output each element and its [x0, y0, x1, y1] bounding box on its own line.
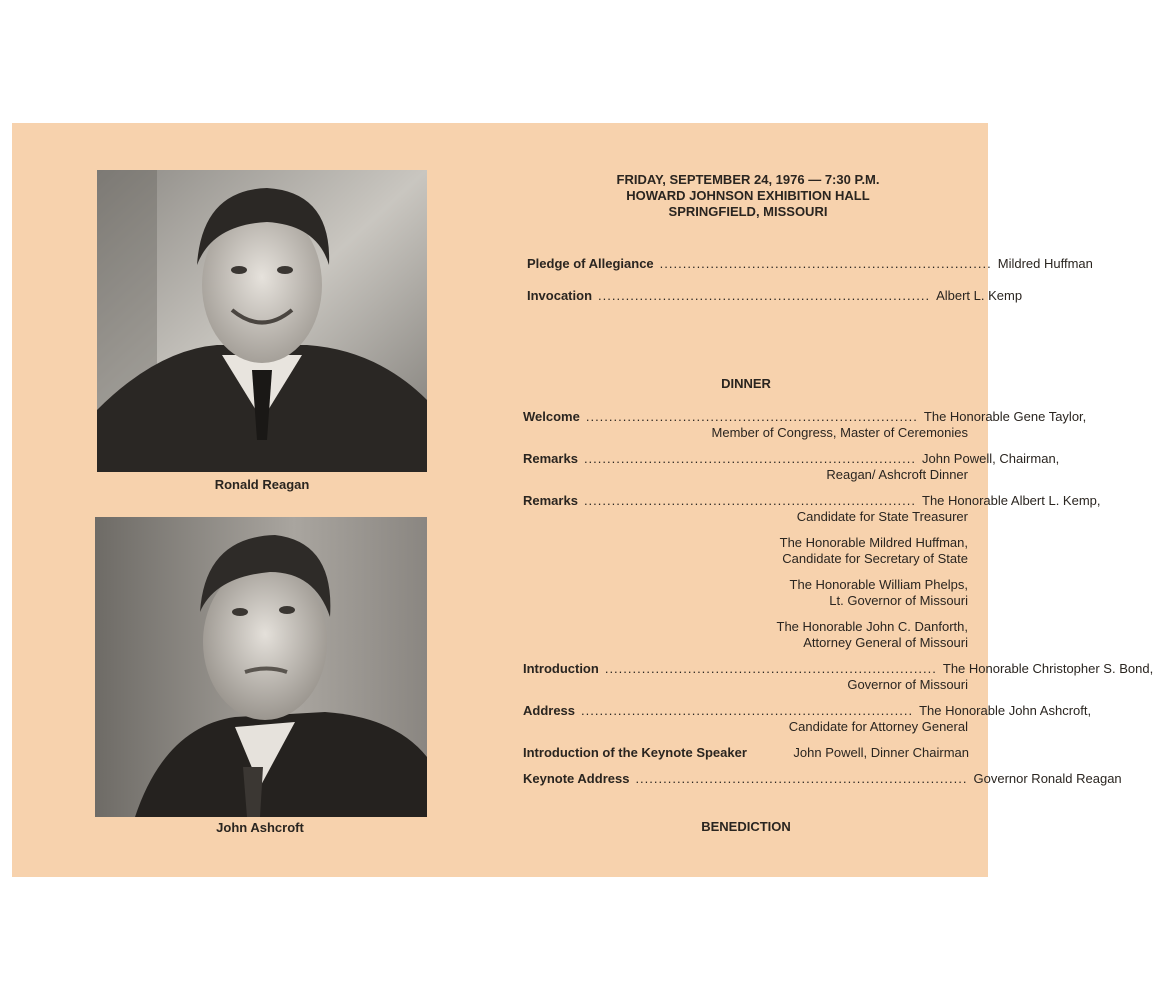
section-title-benediction: BENEDICTION	[701, 819, 791, 834]
item-value: Albert L. Kemp	[936, 288, 1023, 303]
item-label: Introduction of the Keynote Speaker	[523, 745, 747, 760]
dot-leader: ........................................................................	[583, 451, 916, 466]
program-item-keynote-intro	[523, 745, 969, 761]
dot-leader: ........................................................................	[585, 409, 918, 424]
item-value: Mildred Huffman	[997, 256, 1093, 271]
program-item	[527, 256, 1093, 272]
speaker-title: Candidate for Secretary of State	[782, 551, 968, 566]
speaker-name: The Honorable William Phelps,	[789, 577, 968, 592]
program-item	[527, 288, 1023, 304]
item-value: The Honorable Christopher S. Bond,	[942, 661, 1153, 676]
item-label: Pledge of Allegiance	[527, 256, 654, 271]
item-value: The Honorable Gene Taylor,	[923, 409, 1087, 424]
item-value: The Honorable John Ashcroft,	[919, 703, 1092, 718]
program-item-welcome	[523, 409, 1087, 425]
item-subline: Reagan/ Ashcroft Dinner	[826, 467, 968, 482]
item-value: John Powell, Chairman,	[922, 451, 1060, 466]
item-value: John Powell, Dinner Chairman	[793, 745, 969, 760]
portrait-image	[97, 170, 427, 472]
speaker-name: The Honorable Mildred Huffman,	[779, 535, 968, 550]
event-date: FRIDAY, SEPTEMBER 24, 1976 — 7:30 P.M.	[616, 172, 880, 187]
event-venue: HOWARD JOHNSON EXHIBITION HALL	[626, 188, 870, 203]
item-label: Remarks	[523, 493, 578, 508]
photo2-caption: John Ashcroft	[216, 820, 304, 835]
portrait-image	[95, 517, 427, 817]
item-subline: Member of Congress, Master of Ceremonies	[711, 425, 968, 440]
program-item-address	[523, 703, 1092, 719]
section-title-dinner: DINNER	[721, 376, 771, 391]
dot-leader: ........................................................................	[604, 661, 937, 676]
event-location: SPRINGFIELD, MISSOURI	[668, 204, 828, 219]
item-label: Introduction	[523, 661, 599, 676]
program-item-remarks	[523, 493, 1101, 509]
item-label: Invocation	[527, 288, 593, 303]
program-item-remarks	[523, 451, 1060, 467]
item-label: Keynote Address	[523, 771, 630, 786]
photo1-caption: Ronald Reagan	[214, 477, 310, 492]
program-item-keynote	[523, 771, 1122, 787]
speaker-title: Attorney General of Missouri	[803, 635, 968, 650]
dot-leader: ........................................................................	[581, 703, 914, 718]
speaker-name: The Honorable John C. Danforth,	[776, 619, 968, 634]
item-subline: Governor of Missouri	[847, 677, 968, 692]
dot-leader: ........................................................................	[598, 288, 931, 303]
dot-leader: ........................................................................	[659, 256, 992, 271]
speaker-title: Lt. Governor of Missouri	[829, 593, 968, 608]
item-label: Address	[523, 703, 576, 718]
program-item-introduction	[523, 661, 1153, 677]
item-value: The Honorable Albert L. Kemp,	[922, 493, 1101, 508]
item-subline: Candidate for State Treasurer	[796, 509, 968, 524]
item-label: Remarks	[523, 451, 578, 466]
ronald-reagan-photo	[97, 170, 427, 472]
dot-leader: ........................................................................	[635, 771, 968, 786]
item-label: Welcome	[523, 409, 580, 424]
item-value: Governor Ronald Reagan	[973, 771, 1122, 786]
item-subline: Candidate for Attorney General	[788, 719, 968, 734]
dot-leader: ........................................................................	[583, 493, 916, 508]
john-ashcroft-photo	[95, 517, 427, 817]
